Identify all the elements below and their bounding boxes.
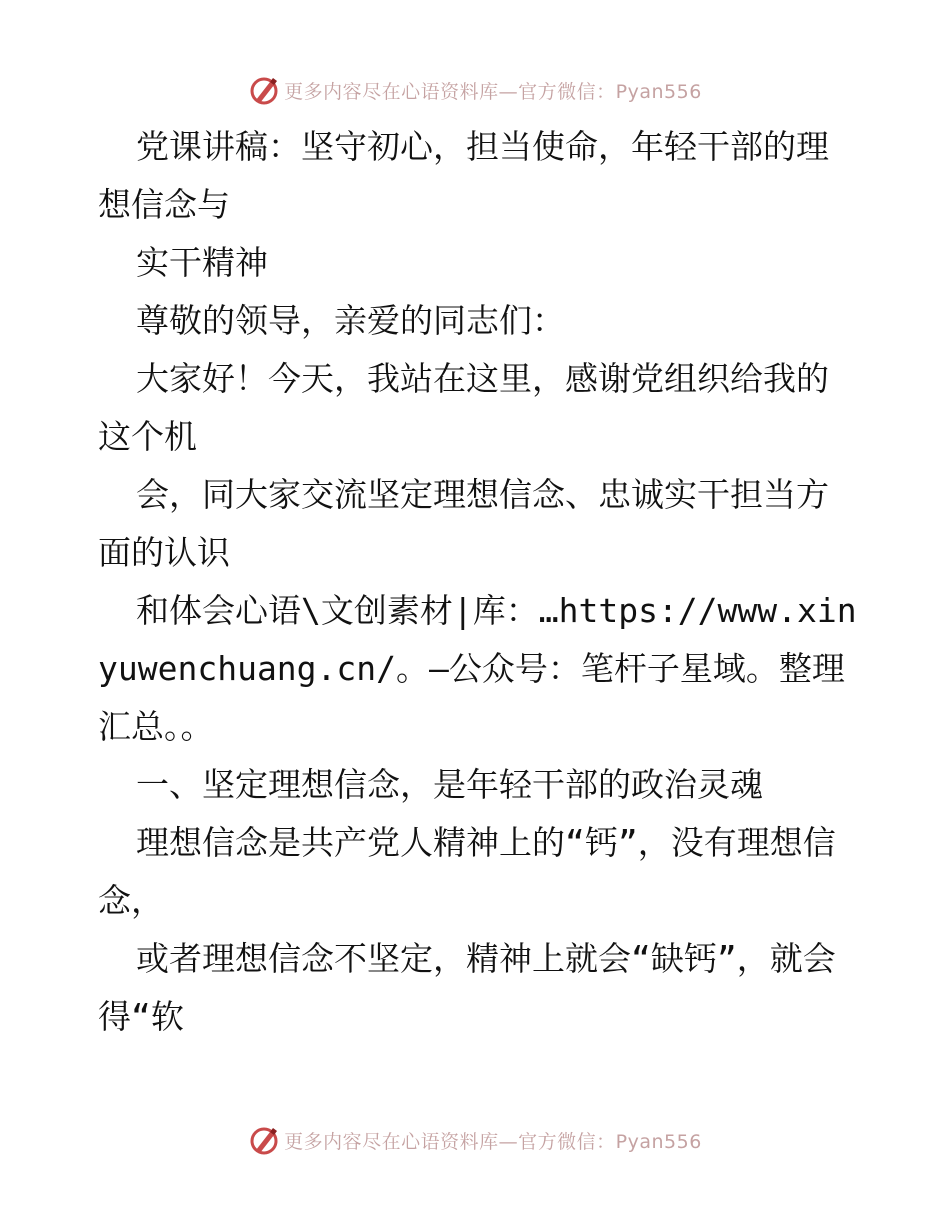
red-pen-circle-icon <box>248 1124 280 1156</box>
paragraph: 会，同大家交流坚定理想信念、忠诚实干担当方面的认识 <box>98 475 829 572</box>
red-pen-circle-icon <box>248 74 280 106</box>
wechat-id: Pyan556 <box>615 80 702 103</box>
document-title: 党课讲稿：坚守初心，担当使命，年轻干部的理想信念与 <box>98 127 829 224</box>
wechat-id: Pyan556 <box>615 1130 702 1153</box>
banner-text: 更多内容尽在心语资料库—官方微信：Pyan556 <box>284 80 702 103</box>
paragraph: 或者理想信念不坚定，精神上就会“缺钙”，就会得“软 <box>98 939 836 1036</box>
document-title-continued: 实干精神 <box>136 243 268 282</box>
paragraph: 大家好！今天，我站在这里，感谢党组织给我的这个机 <box>98 359 829 456</box>
paragraph: 理想信念是共产党人精神上的“钙”，没有理想信念， <box>98 823 836 920</box>
banner-text: 更多内容尽在心语资料库—官方微信：Pyan556 <box>284 1130 702 1153</box>
footer-banner <box>0 1120 950 1160</box>
source-note: 和体会心语\文创素材|库：…https://www.xinyuwenchuang.cn/。—公众号：笔杆子星域。整理汇总。。 <box>98 591 857 746</box>
document-body <box>98 118 858 1046</box>
header-banner <box>0 70 950 110</box>
section-heading: 一、坚定理想信念，是年轻干部的政治灵魂 <box>136 765 763 804</box>
salutation: 尊敬的领导，亲爱的同志们： <box>136 301 565 340</box>
